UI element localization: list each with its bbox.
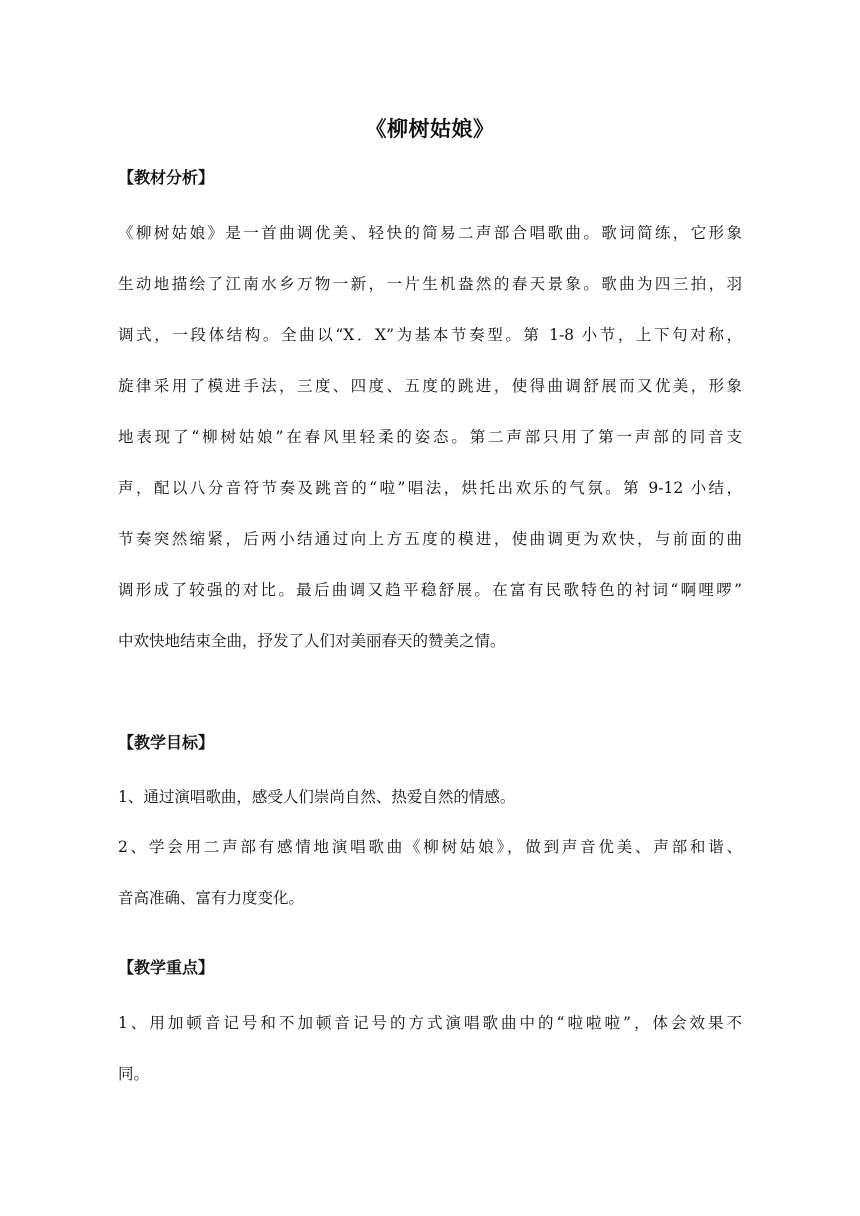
paragraph-line: 节奏突然缩紧，后两小结通过向上方五度的模进，使曲调更为欢快，与前面的曲 (118, 530, 742, 548)
paragraph-line: 《柳树姑娘》是一首曲调优美、轻快的简易二声部合唱歌曲。歌词简练，它形象 (118, 224, 742, 242)
paragraph-line: 2、学会用二声部有感情地演唱歌曲《柳树姑娘》，做到声音优美、声部和谐、 (118, 838, 742, 856)
section-heading-key-points: 【教学重点】 (118, 958, 215, 977)
paragraph-line: 音高准确、富有力度变化。 (118, 889, 305, 907)
paragraph-line: 地表现了“柳树姑娘”在春风里轻柔的姿态。第二声部只用了第一声部的同音支 (118, 428, 742, 446)
paragraph-line: 生动地描绘了江南水乡万物一新，一片生机盎然的春天景象。歌曲为四三拍，羽 (118, 275, 742, 293)
document-title: 《柳树姑娘》 (365, 117, 495, 141)
key-point-item-1 (118, 998, 742, 1100)
section-heading-analysis: 【教材分析】 (118, 168, 215, 187)
section-heading-goals: 【教学目标】 (118, 733, 215, 752)
paragraph-line: 调式，一段体结构。全曲以“X．X”为基本节奏型。第 1-8 小节，上下句对称， (118, 326, 742, 344)
paragraph-line: 1、用加顿音记号和不加顿音记号的方式演唱歌曲中的“啦啦啦”，体会效果不 (118, 1014, 742, 1032)
paragraph-line: 1、通过演唱歌曲，感受人们崇尚自然、热爱自然的情感。 (118, 788, 516, 806)
paragraph-line: 旋律采用了模进手法，三度、四度、五度的跳进，使得曲调舒展而又优美，形象 (118, 377, 742, 395)
paragraph-line: 调形成了较强的对比。最后曲调又趋平稳舒展。在富有民歌特色的衬词“啊哩啰” (118, 581, 742, 599)
goal-item-2 (118, 822, 742, 924)
paragraph-line: 中欢快地结束全曲，抒发了人们对美丽春天的赞美之情。 (118, 632, 506, 650)
paragraph-line: 声，配以八分音符节奏及跳音的“啦”唱法，烘托出欢乐的气氛。第 9-12 小结， (118, 479, 742, 497)
paragraph-line: 同。 (118, 1065, 150, 1083)
goal-item-1 (118, 772, 742, 823)
analysis-paragraph (118, 208, 742, 667)
